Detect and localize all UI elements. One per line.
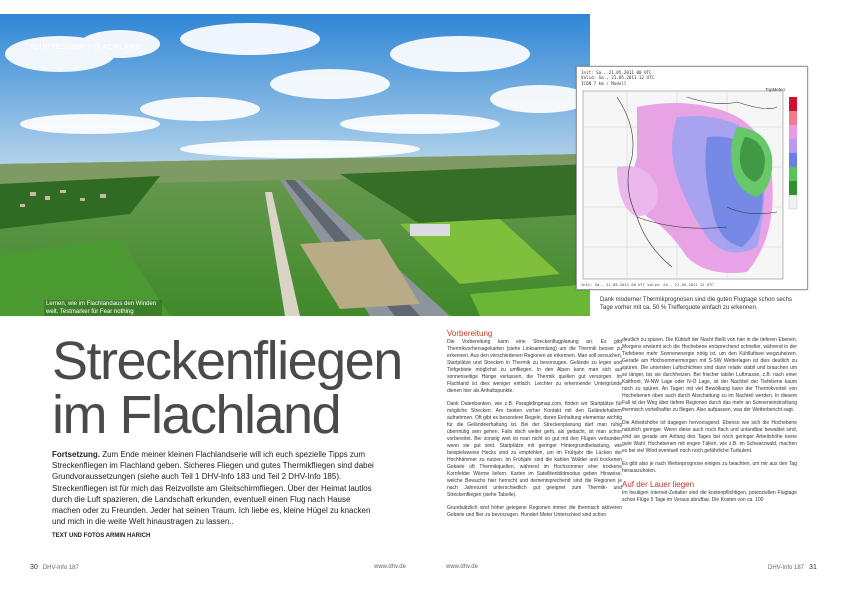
text-column-2 <box>622 337 797 510</box>
aerial-photo <box>0 14 590 316</box>
footer-right <box>768 564 817 571</box>
footer-url-right: www.dhv.de <box>446 564 478 570</box>
page-number-right: 31 <box>809 564 817 571</box>
intro-text: Zum Ende meiner kleinen Flachlandserie will ich euch spezielle Tipps zum Streckenfliegen im Flachland geben. Sicheres Fliegen und gutes Thermikfliegen sind dabei Grundvoraussetzungen (siehe auch Teil 1 DHV-Info 183 und Teil 2 DHV-Info 185). Streckenfliegen ist für mich das Reizvollste am Gleitschirmfliegen. Über der Heimat lautlos durch die Luft spazieren, die Landschaft erkunden, eventuell einen Flug nach Hause machen oder zu Freunden. Jeder hat seinen Traum. Ich liebe es, kleine Hügel zu knacken und mich in die weite Welt hinaustragen zu lassen.. <box>52 450 374 527</box>
map-footer: Init: Sa., 21.05.2011 00 UTC Valid: So., 21.05.2011 12 UTC <box>581 282 714 287</box>
magazine-issue-right: DHV-Info 187 <box>768 565 805 571</box>
title-line-1: Streckenfliegen <box>52 331 402 391</box>
page-number-left: 30 <box>30 564 38 571</box>
heading-auf-der-lauer: Auf der Lauer liegen <box>622 480 695 489</box>
intro-paragraph <box>52 449 380 527</box>
magazine-issue-left: DHV-Info 187 <box>42 565 79 571</box>
map-header-line: ICON 7 km / Modell <box>581 80 627 86</box>
footer-left <box>30 564 79 571</box>
map-brand: TopMeteo <box>765 87 785 92</box>
title-line-2: im Flachland <box>52 385 341 445</box>
intro-lead: Fortsetzung. <box>52 450 100 459</box>
article-title <box>52 331 402 445</box>
column-paragraph: Die Arbeitshöhe ist dagegen hervorragend. Ebenso wie sich die Hochebene natürlich geringer. Wenn diese auch noch flach und unlandbar bewaldet sind, sind sie gerade am Anfang des Tages bei noch geringer Arbeitshöhe keine gute Wahl. Hochebenen mit engen Tälern, wie z.B. im Schwarzwald, machen es bei viel Wind eventuell noch noch gefährliche Turbulent. <box>622 420 797 454</box>
column-paragraph: Es gibt also je nach Wetterprognose einiges zu beachten, um mir aus den Tag herauszuholen. <box>622 461 797 474</box>
thermal-forecast-map <box>577 67 807 289</box>
photo-caption: Lernen, wie im Flachlandaus den Winden welt. Testmarker für Fear nothing <box>44 300 162 316</box>
aerial-landscape-illustration <box>0 14 590 316</box>
text-column-1 <box>447 328 622 525</box>
heading-vorbereitung: Vorbereitung <box>447 329 493 338</box>
column-paragraph: Dank Datenbanken, wie z.B. Paraglidingmap.com, finden wir Startplätze für mögliche Strecken. Am besten vorher Kontakt mit den Geländehaltern aufnehmen. Oft gibt es besondere Regeln, deren Einhaltung elementar wichtig für die Geländeerhaltung ist. Bei der Streckenplanung darf man ruhig übermütig sein gehen. Falls doch weiter geht, als gedacht, ist man schon vorbereitet. Bei sonstig weit ist man nicht so gut mit den Flügen verbunden wenn sie gut sind. Startplätze mit geringer Hintergrundbelastung, wie beispielsweise Hecks sind zu empfehlen, um im Frühjahr die Lücken der Hochhämmer zu nutzen. Im Frühjahr sind die kahlen Wälder und trockenen Gebiete oft Thermikquellen, während im Hochsommer eher trockene Kornfelder Wärme liefern. Karten im Satellitenbildmodus geben Hinweise, welche Bewuchs hier herrscht und dementsprechend sind die Regionen je nach Jahreszeit unterschiedlich gut geeignet zum Thermik- und Streckenfliegen (siehe Tabelle). <box>447 401 622 498</box>
section-label: FLUGTECHNIK | FLACHLAND <box>30 44 141 51</box>
map-header-line: Valid: Sa., 21.05.2011 12 UTC <box>581 75 655 81</box>
map-caption: Dank moderner Thermikprognosen sind die guten Flugtage schon sechs Tage vorher mit ca. 50 % Trefferquote einfach zu erkennen. <box>600 297 792 311</box>
column-paragraph: deutlich zu spüren. Die Kühluft der Nacht fließt von hier in die tieferen Ebenen. Morgens erwärmt sich die Hochebene entsprechend schneller, während in der Tiefebene mehr Sonnenenergie nötig ist, um den Kühlluftsee wegzuheizen. Gerade am Hochsommermorgen mit S-SW Wetterlagen ist dies deutlich zu spüren. Die untersten Luftschichten sind dann relativ stabil und brauchen um so länger, bis sie durchheizen. Bei frischer labiler Luftmasse, z.B. nach einer Kaltfront, W-NW Lage oder N-O Lage, ist der Nachteil der Tiefebene kaum noch zu spüren. An Tagen mit viel Bewölkung kann der Thermikvorteil von Hochebenen oben auch durch Abschattung zu im Nachteil werden. In diesem Fall ist der Weg über tiefere Regionen durch das mehr an Sonneneinstrahlung thermisch vorteilhafter zu fliegen. Also aufpassen, was der Wetterbericht sagt. <box>622 337 797 413</box>
column-paragraph: Im heutigen Internet-Zeitalter sind die kostenpflichtigen, potenziellen Flugtage schon Flüge 5 Tage im Voraus abrufbar. Die Kosten von ca. 100 <box>622 490 797 503</box>
map-header <box>581 70 654 86</box>
column-paragraph: Die Vorbereitung kann eine Streckenflugplanung an. Es gibt Thermikvorhersagekarten (siehe Linksammlung) um die Thermik besser zu erkennen. Aus den verschiedenen Regionen an erkennen. Man soll versuchen, Startplätze und Strecken in Thermik zu bevorzugen. Gelände zu legen und Tiefgebiete möglichst zu umfliegen. In den Alpen kann man sich auf sonnenseitige Hänge verlassen, die Thermik quellen gut versorgen. Im Flachland ist dies weniger einfach. Leichter zu erkennende Untergründe dienen hier als Anhaltspunkte. <box>447 339 622 394</box>
map-header-line: Init: Sa., 21.05.2011 00 UTC <box>581 70 652 75</box>
weather-map <box>576 66 808 290</box>
footer-url-left: www.dhv.de <box>374 564 406 570</box>
column-paragraph: Grundsätzlich sind höher gelegene Regionen immer die thermisch aktiveren Gebiete und flier zu bevorzugen. Hundert Meter Unterschied sind schon <box>447 505 622 518</box>
author-credit: TEXT UND FOTOS ARMIN HARICH <box>52 533 151 539</box>
